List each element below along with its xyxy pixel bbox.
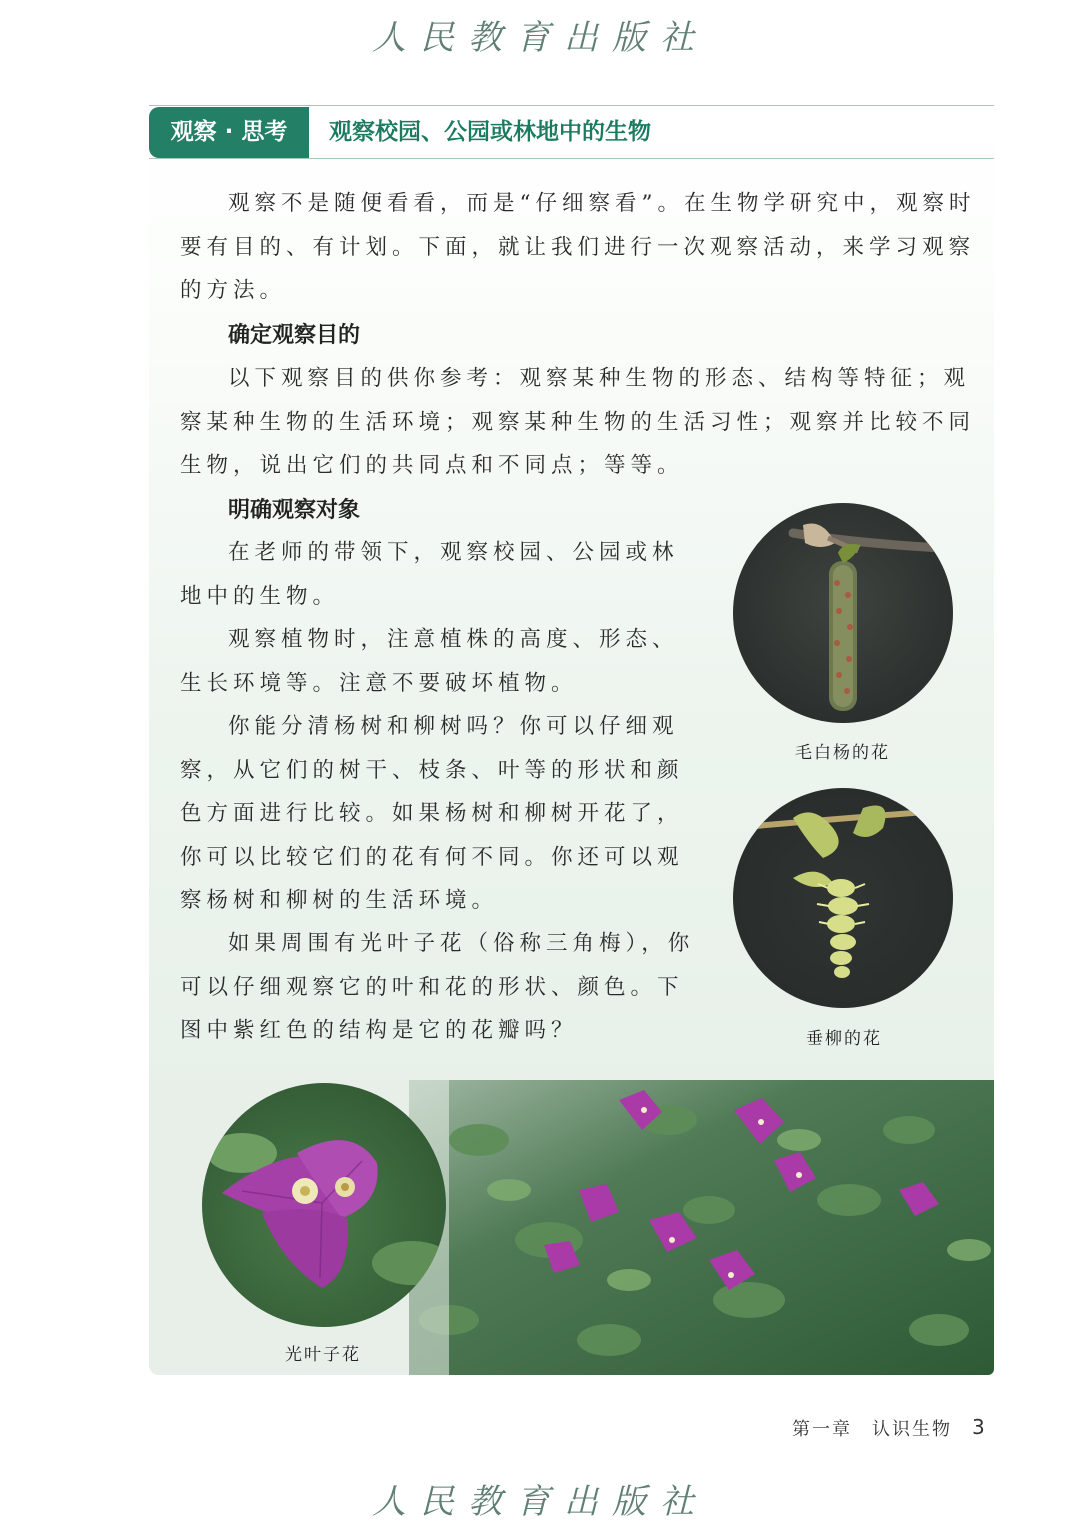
publisher-watermark-top: 人民教育出版社 [372, 18, 708, 58]
poplar-flower-photo [733, 503, 953, 723]
willow-flower-photo [733, 788, 953, 1008]
poplar-flower-caption: 毛白杨的花 [795, 743, 890, 763]
object-paragraph-1: 在老师的带领下，观察校园、公园或林地中的生物。 [180, 540, 679, 609]
object-paragraph-3: 你能分清杨树和柳树吗？你可以仔细观察，从它们的树干、枝条、叶等的形状和颜色方面进行比较。如果杨树和柳树开花了，你可以比较它们的花有何不同。你还可以观察杨树和柳树的生活环境。 [180, 714, 684, 914]
header-rule-top [149, 105, 994, 106]
purpose-paragraph: 以下观察目的供你参考：观察某种生物的形态、结构等特征；观察某种生物的生活环境；观察某种生物的生活习性；观察并比较不同生物，说出它们的共同点和不同点；等等。 [180, 366, 976, 479]
activity-title: 观察校园、公园或林地中的生物 [329, 119, 651, 145]
willow-flower-caption: 垂柳的花 [806, 1029, 882, 1049]
intro-paragraph: 观察不是随便看看，而是“仔细察看”。在生物学研究中，观察时要有目的、有计划。下面，就让我们进行一次观察活动，来学习观察的方法。 [180, 191, 976, 304]
activity-tag: 观察 · 思考 [149, 107, 309, 158]
object-paragraph-2: 观察植物时，注意植株的高度、形态、生长环境等。注意不要破坏植物。 [180, 627, 679, 696]
chapter-footer: 第一章 认识生物 [792, 1419, 952, 1440]
object-paragraph-4: 如果周围有光叶子花（俗称三角梅），你可以仔细观察它的叶和花的形状、颜色。下图中紫红色的结构是它的花瓣吗？ [180, 931, 695, 1044]
header-rule-bottom [149, 158, 994, 159]
page-number: 3 [972, 1415, 987, 1439]
bougainvillea-closeup-photo [202, 1083, 446, 1327]
heading-observation-object: 明确观察对象 [228, 498, 361, 523]
heading-observation-purpose: 确定观察目的 [228, 323, 361, 348]
publisher-watermark-bottom: 人民教育出版社 [372, 1482, 708, 1522]
bougainvillea-caption: 光叶子花 [285, 1345, 361, 1365]
